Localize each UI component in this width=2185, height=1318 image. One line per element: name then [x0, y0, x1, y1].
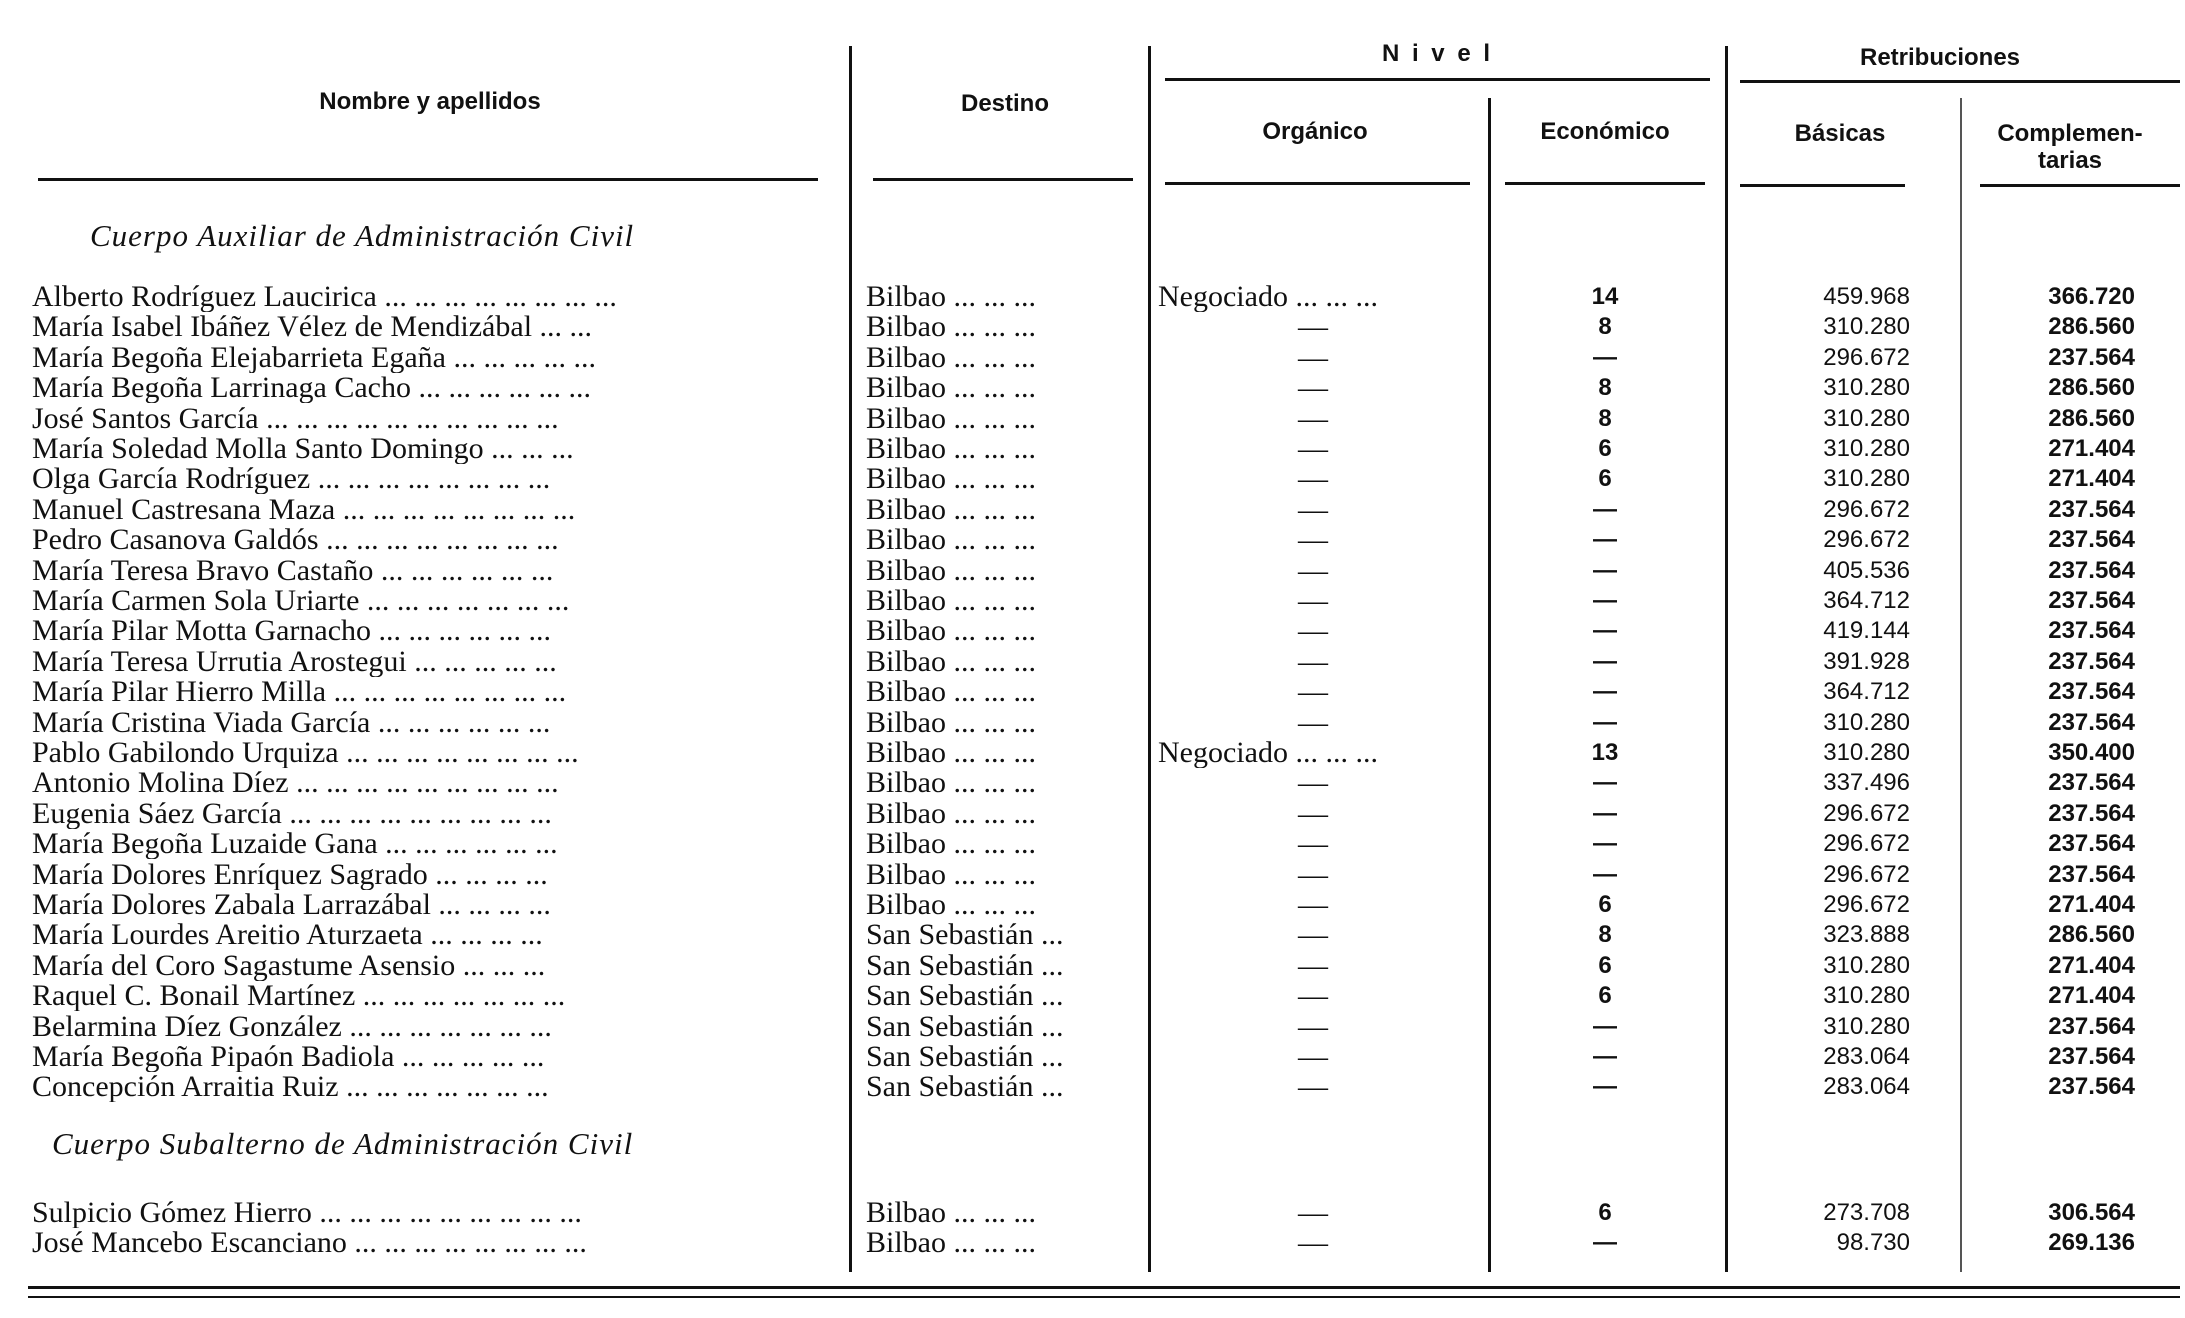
- nivel-economico: 6: [1598, 982, 1612, 1010]
- nivel-economico: —: [1593, 587, 1617, 614]
- header-complementarias-2: tarias: [2037, 147, 2103, 174]
- nivel-economico: —: [1593, 830, 1617, 858]
- nivel-economico: 6: [1598, 435, 1612, 462]
- nivel-economico: 6: [1598, 1199, 1612, 1226]
- retribucion-basica: 296.672: [1823, 830, 1910, 858]
- table-row: [0, 434, 2185, 464]
- person-name: María Begoña Elejabarrieta Egaña ... ... ... ... ...: [32, 342, 596, 373]
- destino: Bilbao ... ... ...: [866, 738, 1036, 768]
- person-name: Olga García Rodríguez ... ... ... ... ... ... ... ...: [32, 464, 551, 495]
- destino: Bilbao ... ... ...: [866, 829, 1036, 860]
- nivel-economico: —: [1593, 1229, 1617, 1257]
- nivel-economico: —: [1593, 1012, 1617, 1040]
- retribucion-complementaria: 237.564: [2048, 617, 2135, 645]
- retribucion-basica: 323.888: [1823, 921, 1910, 949]
- nivel-organico: —: [1298, 1011, 1328, 1042]
- person-name: María Pilar Hierro Milla ... ... ... ... ... ... ... ...: [32, 677, 567, 708]
- header-basicas: Básicas: [1794, 120, 1886, 147]
- nivel-economico: 8: [1598, 404, 1612, 432]
- retribucion-complementaria: 237.564: [2048, 556, 2135, 584]
- table-row: [0, 404, 2185, 434]
- person-name: María Teresa Bravo Castaño ... ... ... ... ... ...: [32, 555, 554, 586]
- retribucion-basica: 296.672: [1823, 343, 1910, 371]
- nivel-organico: —: [1298, 1198, 1328, 1228]
- person-name: Sulpicio Gómez Hierro ... ... ... ... ... ... ... ... ...: [32, 1198, 582, 1228]
- destino: Bilbao ... ... ...: [866, 373, 1036, 404]
- nivel-economico: 8: [1598, 313, 1612, 341]
- header-complementarias-1: Complemen-: [1997, 120, 2143, 147]
- nivel-organico: —: [1298, 555, 1328, 586]
- destino: Bilbao ... ... ...: [866, 282, 1036, 312]
- destino: Bilbao ... ... ...: [866, 616, 1036, 647]
- person-name: María Dolores Zabala Larrazábal ... ... ... ...: [32, 890, 551, 920]
- nivel-organico: —: [1298, 950, 1328, 981]
- nivel-organico: —: [1298, 890, 1328, 920]
- retribucion-basica: 310.280: [1823, 435, 1910, 462]
- retribucion-basica: 310.280: [1823, 951, 1910, 979]
- retribucion-basica: 310.280: [1823, 982, 1910, 1010]
- destino: Bilbao ... ... ...: [866, 586, 1036, 616]
- table-row: [0, 860, 2185, 890]
- nivel-economico: —: [1593, 617, 1617, 645]
- person-name: Raquel C. Bonail Martínez ... ... ... ... ... ... ...: [32, 981, 566, 1012]
- destino: Bilbao ... ... ...: [866, 342, 1036, 373]
- nivel-organico: —: [1298, 342, 1328, 373]
- destino: Bilbao ... ... ...: [866, 1228, 1036, 1259]
- person-name: María Lourdes Areitio Aturzaeta ... ... ... ...: [32, 920, 543, 951]
- destino: Bilbao ... ... ...: [866, 646, 1036, 677]
- retribucion-complementaria: 286.560: [2048, 404, 2135, 432]
- table-row: [0, 343, 2185, 373]
- person-name: Concepción Arraitia Ruiz ... ... ... ... ... ... ...: [32, 1072, 549, 1103]
- person-name: María Soledad Molla Santo Domingo ... ... ...: [32, 434, 574, 464]
- table-row: [0, 708, 2185, 738]
- section-title-auxiliar: Cuerpo Auxiliar de Administración Civil: [90, 218, 635, 253]
- nivel-organico: —: [1298, 464, 1328, 495]
- destino: San Sebastián ...: [866, 950, 1064, 981]
- header-retribuciones: Retribuciones: [1859, 44, 2021, 71]
- nivel-organico: —: [1298, 768, 1328, 799]
- destino: San Sebastián ...: [866, 1042, 1064, 1072]
- nivel-economico: 6: [1598, 465, 1612, 493]
- retribucion-basica: 283.064: [1823, 1073, 1910, 1101]
- destino: San Sebastián ...: [866, 1072, 1064, 1103]
- table-row: [0, 464, 2185, 494]
- destino: Bilbao ... ... ...: [866, 1198, 1036, 1228]
- person-name: Antonio Molina Díez ... ... ... ... ... ... ... ... ...: [32, 768, 559, 799]
- table-row: [0, 586, 2185, 616]
- retribucion-complementaria: 237.564: [2048, 495, 2135, 523]
- person-name: María Cristina Viada García ... ... ... ... ... ...: [32, 707, 551, 738]
- retribucion-complementaria: 237.564: [2048, 799, 2135, 827]
- retribucion-complementaria: 237.564: [2048, 769, 2135, 797]
- nivel-economico: 14: [1591, 283, 1619, 310]
- retribucion-basica: 296.672: [1823, 495, 1910, 523]
- retribucion-complementaria: 237.564: [2048, 343, 2135, 371]
- table-row: [0, 951, 2185, 981]
- table-row: [0, 1198, 2185, 1228]
- retribucion-basica: 459.968: [1823, 283, 1910, 310]
- nivel-economico: —: [1593, 647, 1617, 675]
- header-organico: Orgánico: [1262, 118, 1368, 145]
- retribucion-basica: 337.496: [1823, 769, 1910, 797]
- person-name: María Begoña Luzaide Gana ... ... ... ... ... ...: [32, 829, 558, 860]
- retribucion-complementaria: 306.564: [2048, 1199, 2135, 1226]
- nivel-economico: —: [1593, 343, 1617, 371]
- destino: San Sebastián ...: [866, 920, 1064, 951]
- retribucion-complementaria: 271.404: [2048, 465, 2135, 493]
- nivel-organico: —: [1298, 525, 1328, 556]
- retribucion-complementaria: 269.136: [2048, 1229, 2135, 1257]
- nivel-economico: —: [1593, 708, 1617, 736]
- destino: Bilbao ... ... ...: [866, 494, 1036, 525]
- retribucion-complementaria: 350.400: [2048, 739, 2135, 766]
- person-name: María Begoña Larrinaga Cacho ... ... ... ... ... ...: [32, 373, 591, 404]
- retribucion-basica: 296.672: [1823, 799, 1910, 827]
- retribucion-basica: 273.708: [1823, 1199, 1910, 1226]
- destino: Bilbao ... ... ...: [866, 890, 1036, 920]
- table-row: [0, 1228, 2185, 1258]
- header-rule-organico: [1165, 182, 1470, 185]
- retribucion-basica: 310.280: [1823, 465, 1910, 493]
- nivel-organico: —: [1298, 312, 1328, 343]
- retribucion-complementaria: 286.560: [2048, 374, 2135, 402]
- retribucion-basica: 296.672: [1823, 860, 1910, 888]
- destino: Bilbao ... ... ...: [866, 707, 1036, 738]
- nivel-economico: 8: [1598, 374, 1612, 402]
- header-name: Nombre y apellidos: [319, 88, 541, 115]
- nivel-organico: Negociado ... ... ...: [1158, 282, 1378, 312]
- nivel-organico: —: [1298, 707, 1328, 738]
- destino: Bilbao ... ... ...: [866, 403, 1036, 434]
- retribucion-complementaria: 237.564: [2048, 830, 2135, 858]
- retribucion-complementaria: 237.564: [2048, 678, 2135, 706]
- table-row: [0, 799, 2185, 829]
- nivel-organico: —: [1298, 586, 1328, 616]
- nivel-organico: —: [1298, 1228, 1328, 1259]
- retribucion-complementaria: 286.560: [2048, 921, 2135, 949]
- retribucion-basica: 310.280: [1823, 374, 1910, 402]
- retribucion-complementaria: 366.720: [2048, 283, 2135, 310]
- header-rule-complementarias: [1980, 184, 2180, 187]
- destino: Bilbao ... ... ...: [866, 798, 1036, 829]
- nivel-organico: —: [1298, 1042, 1328, 1072]
- nivel-economico: 8: [1598, 921, 1612, 949]
- table-row: [0, 829, 2185, 859]
- person-name: Pablo Gabilondo Urquiza ... ... ... ... ... ... ... ...: [32, 738, 579, 768]
- destino: San Sebastián ...: [866, 1011, 1064, 1042]
- nivel-organico: —: [1298, 646, 1328, 677]
- nivel-organico: —: [1298, 829, 1328, 860]
- person-name: Eugenia Sáez García ... ... ... ... ... ... ... ... ...: [32, 798, 552, 829]
- person-name: María Pilar Motta Garnacho ... ... ... ... ... ...: [32, 616, 552, 647]
- retribucion-basica: 364.712: [1823, 678, 1910, 706]
- nivel-economico: —: [1593, 1043, 1617, 1070]
- nivel-organico: —: [1298, 677, 1328, 708]
- retribucion-basica: 419.144: [1823, 617, 1910, 645]
- retribucion-basica: 364.712: [1823, 587, 1910, 614]
- header-rule-destino: [873, 178, 1133, 181]
- table-row: [0, 1012, 2185, 1042]
- nivel-organico: —: [1298, 981, 1328, 1012]
- table-row: [0, 373, 2185, 403]
- nivel-organico: —: [1298, 494, 1328, 525]
- retribucion-basica: 296.672: [1823, 891, 1910, 918]
- nivel-organico: —: [1298, 798, 1328, 829]
- destino: Bilbao ... ... ...: [866, 434, 1036, 464]
- retribucion-basica: 310.280: [1823, 313, 1910, 341]
- destino: Bilbao ... ... ...: [866, 677, 1036, 708]
- retribucion-basica: 310.280: [1823, 1012, 1910, 1040]
- person-name: Pedro Casanova Galdós ... ... ... ... ... ... ... ...: [32, 525, 559, 556]
- retribucion-complementaria: 237.564: [2048, 1073, 2135, 1101]
- person-name: Manuel Castresana Maza ... ... ... ... ... ... ... ...: [32, 494, 576, 525]
- retribucion-complementaria: 271.404: [2048, 951, 2135, 979]
- nivel-economico: —: [1593, 526, 1617, 554]
- person-name: Alberto Rodríguez Laucirica ... ... ... ... ... ... ... ...: [32, 282, 617, 312]
- destino: Bilbao ... ... ...: [866, 859, 1036, 890]
- header-rule-basicas: [1740, 184, 1905, 187]
- retribucion-complementaria: 286.560: [2048, 313, 2135, 341]
- nivel-economico: —: [1593, 860, 1617, 888]
- table-row: [0, 556, 2185, 586]
- person-name: María Teresa Urrutia Arostegui ... ... ... ... ...: [32, 646, 557, 677]
- nivel-rule: [1165, 78, 1710, 81]
- retribuciones-rule: [1740, 80, 2180, 83]
- table-row: [0, 738, 2185, 768]
- destino: San Sebastián ...: [866, 981, 1064, 1012]
- person-name: María del Coro Sagastume Asensio ... ... ...: [32, 950, 546, 981]
- nivel-economico: —: [1593, 799, 1617, 827]
- nivel-economico: —: [1593, 1073, 1617, 1101]
- nivel-organico: —: [1298, 616, 1328, 647]
- table-row: [0, 282, 2185, 312]
- destino: Bilbao ... ... ...: [866, 768, 1036, 799]
- table-row: [0, 647, 2185, 677]
- retribucion-basica: 310.280: [1823, 404, 1910, 432]
- nivel-organico: Negociado ... ... ...: [1158, 738, 1378, 768]
- section-title-subalterno: Cuerpo Subalterno de Administración Civil: [52, 1126, 634, 1161]
- header-nivel: N i v e l: [1381, 40, 1494, 67]
- person-name: José Mancebo Escanciano ... ... ... ... ... ... ... ...: [32, 1228, 587, 1259]
- bottom-rule-1: [28, 1286, 2180, 1289]
- nivel-economico: —: [1593, 556, 1617, 584]
- retribucion-complementaria: 237.564: [2048, 860, 2135, 888]
- retribucion-basica: 296.672: [1823, 526, 1910, 554]
- retribucion-basica: 98.730: [1836, 1229, 1910, 1257]
- retribucion-basica: 391.928: [1823, 647, 1910, 675]
- retribucion-basica: 310.280: [1823, 739, 1910, 766]
- person-name: Belarmina Díez González ... ... ... ... ... ... ...: [32, 1011, 552, 1042]
- nivel-organico: —: [1298, 859, 1328, 890]
- header-economico: Económico: [1540, 118, 1670, 145]
- nivel-organico: —: [1298, 920, 1328, 951]
- nivel-economico: —: [1593, 495, 1617, 523]
- table-row: [0, 1072, 2185, 1102]
- retribucion-complementaria: 237.564: [2048, 526, 2135, 554]
- table-row: [0, 312, 2185, 342]
- destino: Bilbao ... ... ...: [866, 525, 1036, 556]
- retribucion-complementaria: 271.404: [2048, 982, 2135, 1010]
- table-row: [0, 768, 2185, 798]
- retribucion-complementaria: 271.404: [2048, 435, 2135, 462]
- person-name: María Carmen Sola Uriarte ... ... ... ... ... ... ...: [32, 586, 570, 616]
- nivel-organico: —: [1298, 373, 1328, 404]
- retribucion-complementaria: 237.564: [2048, 1012, 2135, 1040]
- table-row: [0, 981, 2185, 1011]
- retribucion-complementaria: 237.564: [2048, 647, 2135, 675]
- person-name: José Santos García ... ... ... ... ... ... ... ... ... ...: [32, 403, 559, 434]
- header-rule-name: [38, 178, 818, 181]
- retribucion-basica: 283.064: [1823, 1043, 1910, 1070]
- table-row: [0, 677, 2185, 707]
- destino: Bilbao ... ... ...: [866, 312, 1036, 343]
- header-destino: Destino: [960, 90, 1049, 117]
- table-row: [0, 495, 2185, 525]
- retribucion-complementaria: 237.564: [2048, 587, 2135, 614]
- destino: Bilbao ... ... ...: [866, 555, 1036, 586]
- nivel-economico: 13: [1591, 739, 1619, 766]
- retribucion-complementaria: 271.404: [2048, 891, 2135, 918]
- retribucion-complementaria: 237.564: [2048, 1043, 2135, 1070]
- header-rule-economico: [1505, 182, 1705, 185]
- retribucion-basica: 405.536: [1823, 556, 1910, 584]
- nivel-organico: —: [1298, 1072, 1328, 1103]
- nivel-economico: 6: [1598, 891, 1612, 918]
- bottom-rule-2: [28, 1296, 2180, 1298]
- person-name: María Begoña Pipaón Badiola ... ... ... ... ...: [32, 1042, 545, 1072]
- person-name: María Dolores Enríquez Sagrado ... ... ... ...: [32, 859, 548, 890]
- nivel-economico: —: [1593, 769, 1617, 797]
- table-row: [0, 920, 2185, 950]
- nivel-organico: —: [1298, 403, 1328, 434]
- table-row: [0, 525, 2185, 555]
- retribucion-basica: 310.280: [1823, 708, 1910, 736]
- table-row: [0, 1042, 2185, 1072]
- nivel-economico: 6: [1598, 951, 1612, 979]
- nivel-economico: —: [1593, 678, 1617, 706]
- nivel-organico: —: [1298, 434, 1328, 464]
- destino: Bilbao ... ... ...: [866, 464, 1036, 495]
- table-row: [0, 616, 2185, 646]
- retribucion-complementaria: 237.564: [2048, 708, 2135, 736]
- person-name: María Isabel Ibáñez Vélez de Mendizábal ... ...: [32, 312, 593, 343]
- table-row: [0, 890, 2185, 920]
